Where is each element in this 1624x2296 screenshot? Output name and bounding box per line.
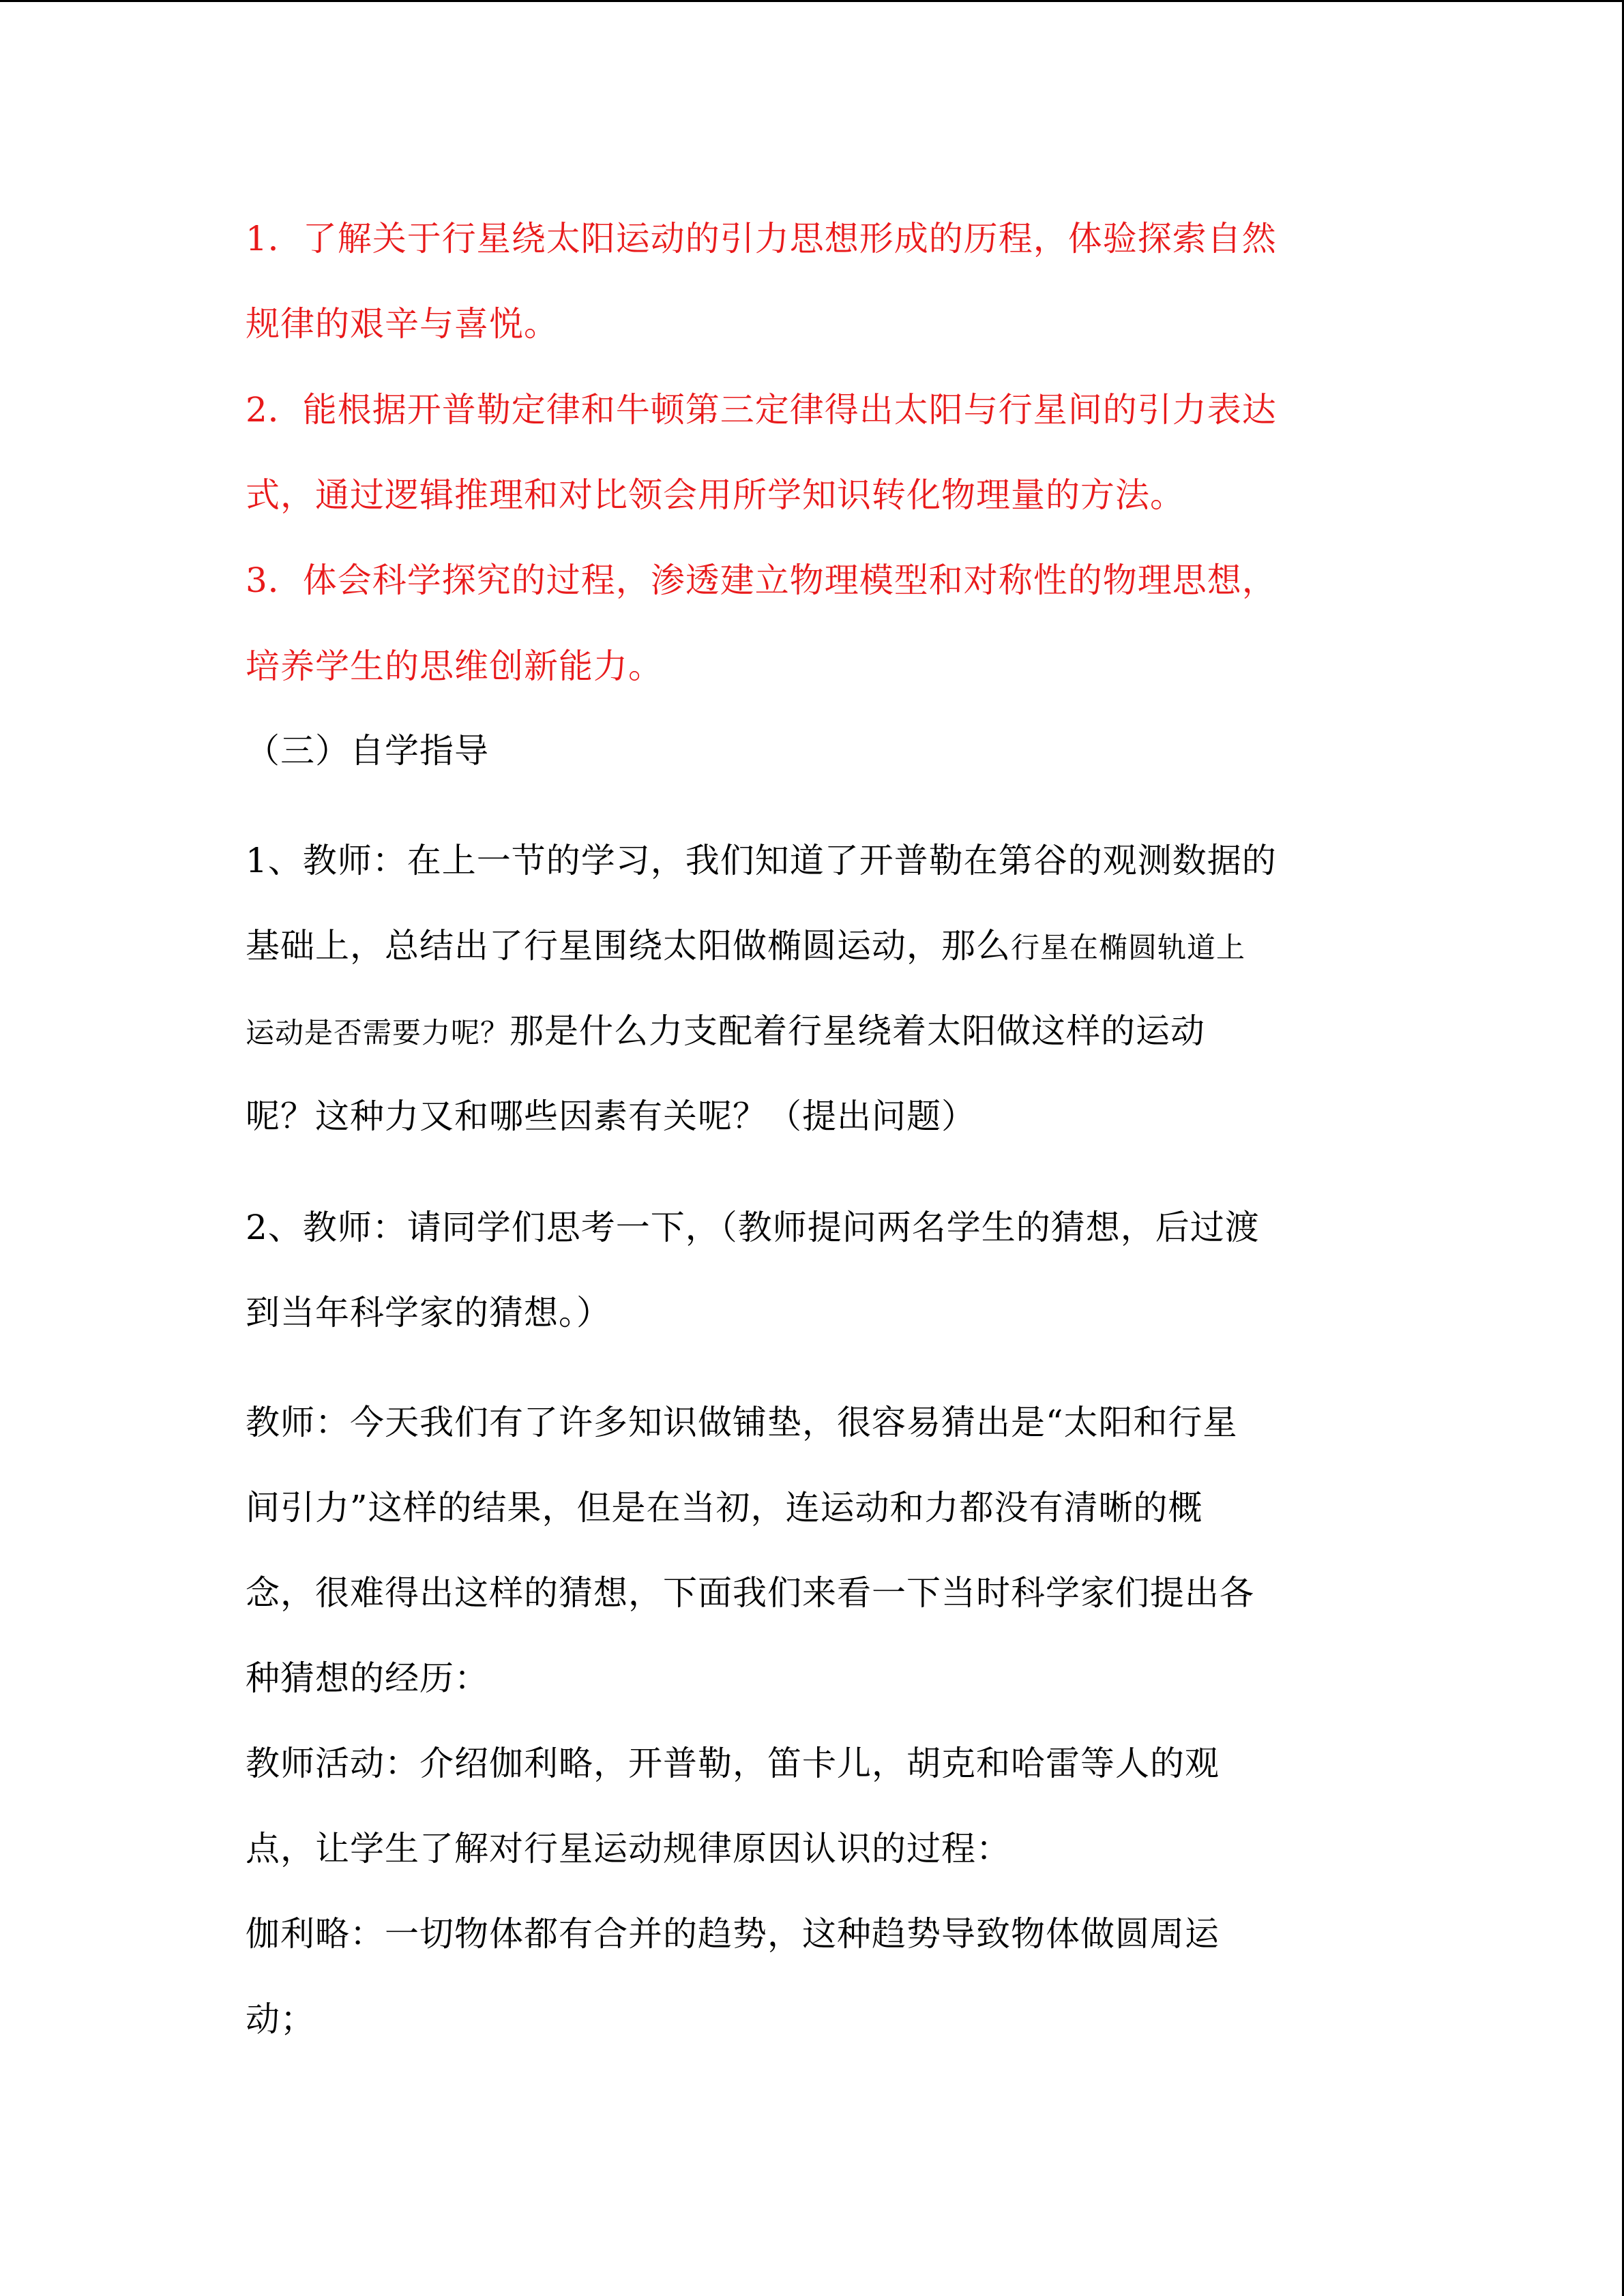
para1-line-3 (246, 1011, 1206, 1051)
para3-line-2: 间引力”这样的结果，但是在当初，连运动和力都没有清晰的概 (246, 1488, 1203, 1527)
para1-line-1: 1、教师：在上一节的学习，我们知道了开普勒在第谷的观测数据的 (246, 841, 1277, 880)
para5-line-1: 伽利略：一切物体都有合并的趋势，这种趋势导致物体做圆周运 (246, 1914, 1220, 1954)
section-heading: （三）自学指导 (246, 731, 489, 771)
para4-line-2: 点，让学生了解对行星运动规律原因认识的过程： (246, 1829, 1011, 1868)
objective-1-line-2: 规律的艰辛与喜悦。 (246, 304, 559, 344)
objective-2-line-1: 2．能根据开普勒定律和牛顿第三定律得出太阳与行星间的引力表达 (246, 390, 1277, 430)
para1-line-2-small: 行星在椭圆轨道上 (1011, 931, 1246, 964)
objective-3-line-2: 培养学生的思维创新能力。 (246, 646, 663, 686)
para4-line-1: 教师活动：介绍伽利略，开普勒，笛卡儿，胡克和哈雷等人的观 (246, 1744, 1220, 1783)
para5-line-2: 动； (246, 1999, 315, 2039)
page-top-border (0, 0, 1624, 2)
para3-line-1: 教师：今天我们有了许多知识做铺垫，很容易猜出是“太阳和行星 (246, 1403, 1238, 1442)
para2-line-2: 到当年科学家的猜想。） (246, 1293, 611, 1332)
objective-2-line-2: 式，通过逻辑推理和对比领会用所学知识转化物理量的方法。 (246, 475, 1185, 515)
para1-line-3-main: 那是什么力支配着行星绕着太阳做这样的运动 (510, 1011, 1206, 1051)
para1-line-2-main: 基础上，总结出了行星围绕太阳做椭圆运动，那么 (246, 926, 1011, 966)
objective-3-line-1: 3．体会科学探究的过程，渗透建立物理模型和对称性的物理思想， (246, 561, 1277, 600)
para1-line-2 (246, 926, 1246, 966)
para3-line-4: 种猜想的经历： (246, 1658, 489, 1698)
para3-line-3: 念，很难得出这样的猜想，下面我们来看一下当时科学家们提出各 (246, 1573, 1254, 1613)
para1-line-3-small: 运动是否需要力呢？ (246, 1016, 510, 1049)
para2-line-1: 2、教师：请同学们思考一下，（教师提问两名学生的猜想，后过渡 (246, 1208, 1260, 1247)
objective-1-line-1: 1．了解关于行星绕太阳运动的引力思想形成的历程，体验探索自然 (246, 219, 1277, 258)
para1-line-4: 呢？这种力又和哪些因素有关呢？（提出问题） (246, 1097, 976, 1136)
